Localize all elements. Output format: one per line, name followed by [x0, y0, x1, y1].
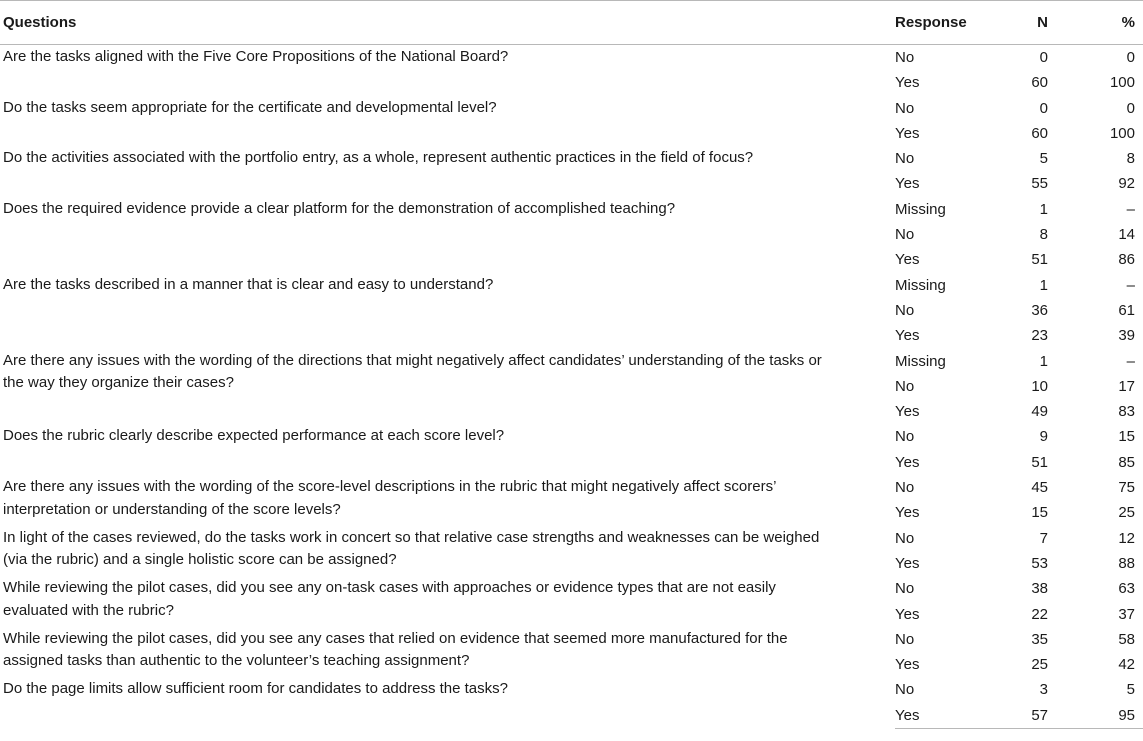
response-percent: 63 [1118, 580, 1135, 598]
response-label: No [895, 479, 915, 497]
response-percent: – [1126, 200, 1135, 218]
response-count: 49 [1031, 403, 1048, 421]
response-percent: 25 [1118, 504, 1135, 522]
response-label: Yes [895, 605, 920, 623]
response-percent: 83 [1118, 403, 1135, 421]
response-label: Yes [895, 703, 1000, 729]
response-count: 1 [1039, 200, 1048, 218]
response-count: 0 [1039, 99, 1048, 117]
response-label: Yes [895, 175, 920, 193]
response-percent: 95 [1048, 703, 1143, 729]
question-text: While reviewing the pilot cases, did you see any cases that relied on evidence that seemed more manufactured for the assigned tasks than authentic to the volunteer’s teaching assignment? [3, 629, 788, 670]
response-count: 0 [1039, 49, 1048, 66]
response-label: Missing [895, 200, 946, 218]
table-row [0, 349, 1143, 374]
response-count: 60 [1031, 74, 1048, 92]
response-percent: 100 [1109, 74, 1135, 92]
response-label: No [895, 150, 915, 168]
response-count: 51 [1031, 453, 1048, 471]
response-count: 3 [1039, 681, 1048, 699]
table-row [0, 627, 1143, 652]
response-percent: – [1126, 352, 1135, 370]
response-count: 57 [1000, 703, 1048, 729]
response-label: Yes [895, 453, 920, 471]
question-text: Does the rubric clearly describe expected performance at each score level? [3, 427, 505, 445]
response-count: 60 [1031, 124, 1048, 142]
response-count: 45 [1031, 479, 1048, 497]
question-text: Are the tasks aligned with the Five Core Propositions of the National Board? [3, 48, 509, 65]
response-percent: 85 [1118, 453, 1135, 471]
response-percent: 92 [1118, 175, 1135, 193]
response-label: Yes [895, 554, 920, 572]
question-text: In light of the cases reviewed, do the tasks work in concert so that relative case strengths and weaknesses can be weighed (via the rubric) and a single holistic score can be assigned? [3, 528, 820, 569]
response-count: 1 [1039, 352, 1048, 370]
response-percent: – [1126, 276, 1135, 294]
question-text: Do the page limits allow sufficient room for candidates to address the tasks? [3, 680, 508, 698]
response-label: Yes [895, 251, 920, 269]
response-percent: 5 [1126, 681, 1135, 699]
response-count: 15 [1031, 504, 1048, 522]
question-text: While reviewing the pilot cases, did you see any on-task cases with approaches or evidence types that are not easily evaluated with the rubric? [3, 579, 776, 619]
table-row [0, 576, 1143, 601]
table-row [0, 96, 1143, 121]
response-label: Yes [895, 656, 920, 674]
response-label: Yes [895, 504, 920, 522]
response-label: No [895, 529, 915, 547]
table-body [0, 45, 1143, 729]
response-label: No [895, 428, 915, 446]
header-percent: % [1048, 1, 1143, 45]
response-label: No [895, 630, 915, 648]
response-percent: 88 [1118, 554, 1135, 572]
table-row [0, 273, 1143, 298]
response-label: No [895, 580, 915, 598]
response-count: 10 [1031, 377, 1048, 395]
table-row [0, 677, 1143, 702]
response-percent: 86 [1118, 251, 1135, 269]
response-count: 35 [1031, 630, 1048, 648]
response-percent: 75 [1118, 479, 1135, 497]
response-label: Yes [895, 403, 920, 421]
question-text: Are there any issues with the wording of the score-level descriptions in the rubric that might negatively affect scorers’ interpretation or understanding of the score levels? [3, 478, 776, 518]
response-count: 55 [1031, 175, 1048, 193]
response-count: 23 [1031, 327, 1048, 345]
header-questions: Questions [0, 1, 895, 45]
response-percent: 39 [1118, 327, 1135, 345]
response-percent: 17 [1118, 377, 1135, 395]
header-n: N [1000, 1, 1048, 45]
response-count: 5 [1039, 150, 1048, 168]
table-row [0, 197, 1143, 222]
response-percent: 8 [1126, 150, 1135, 168]
table-header [0, 1, 1143, 45]
response-percent: 100 [1109, 124, 1135, 142]
response-label: Missing [895, 352, 946, 370]
table-row [0, 45, 1143, 71]
response-percent: 42 [1118, 656, 1135, 674]
response-count: 22 [1031, 605, 1048, 623]
response-label: No [895, 377, 915, 395]
response-percent: 15 [1118, 428, 1135, 446]
response-count: 53 [1031, 554, 1048, 572]
response-label: Yes [895, 74, 920, 92]
table-row [0, 526, 1143, 551]
question-text: Are there any issues with the wording of the directions that might negatively affect candidates’ understanding of the tasks or the way they organize their cases? [3, 351, 822, 392]
response-count: 8 [1039, 226, 1048, 244]
response-label: No [895, 301, 915, 319]
response-percent: 12 [1118, 529, 1135, 547]
question-text: Are the tasks described in a manner that is clear and easy to understand? [3, 275, 494, 293]
response-percent: 37 [1118, 605, 1135, 623]
response-label: No [895, 226, 915, 244]
response-label: No [895, 49, 915, 66]
question-text: Do the activities associated with the portfolio entry, as a whole, represent authentic practices in the field of focus? [3, 149, 754, 167]
response-count: 36 [1031, 301, 1048, 319]
response-count: 38 [1031, 580, 1048, 598]
response-count: 25 [1031, 656, 1048, 674]
question-text: Does the required evidence provide a clear platform for the demonstration of accomplished teaching? [3, 199, 676, 217]
response-percent: 14 [1118, 226, 1135, 244]
response-percent: 0 [1126, 49, 1135, 66]
response-percent: 58 [1118, 630, 1135, 648]
response-count: 51 [1031, 251, 1048, 269]
table-row [0, 475, 1143, 500]
response-label: No [895, 681, 915, 699]
response-count: 1 [1039, 276, 1048, 294]
response-label: No [895, 99, 915, 117]
response-count: 7 [1039, 529, 1048, 547]
question-text: Do the tasks seem appropriate for the certificate and developmental level? [3, 98, 497, 116]
table-row [0, 424, 1143, 449]
table-row [0, 146, 1143, 171]
response-label: Yes [895, 327, 920, 345]
response-label: Missing [895, 276, 946, 294]
header-row [0, 1, 1143, 45]
response-percent: 0 [1126, 99, 1135, 117]
response-label: Yes [895, 124, 920, 142]
response-percent: 61 [1118, 301, 1135, 319]
response-count: 9 [1039, 428, 1048, 446]
header-response: Response [895, 1, 1000, 45]
